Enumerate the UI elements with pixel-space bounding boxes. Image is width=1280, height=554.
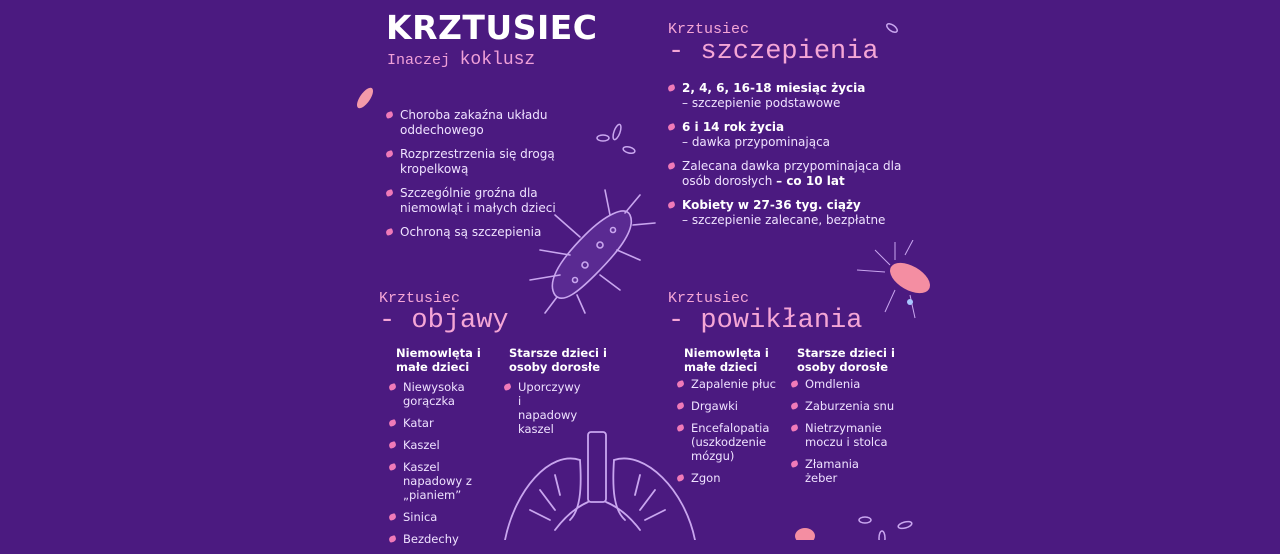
list-item: Kaszel napadowy z „pianiem”: [387, 460, 473, 502]
list-item: Ochroną są szczepienia: [384, 225, 574, 240]
bullet-dot-icon: [388, 513, 397, 521]
list-item: Kaszel: [387, 438, 487, 452]
bullet-dot-icon: [388, 441, 397, 449]
bullet-dot-icon: [385, 228, 394, 236]
bullet-dot-icon: [385, 150, 394, 158]
bullet-dot-icon: [667, 123, 676, 131]
bullet-dot-icon: [790, 402, 799, 410]
list-item: Niewysoka gorączka: [387, 380, 487, 408]
complications-heading: Krztusiec - powikłania: [668, 290, 863, 336]
list-item: Uporczywy i napadowy kaszel: [502, 380, 582, 436]
bullet-dot-icon: [385, 111, 394, 119]
symptoms-heading: Krztusiec - objawy: [379, 290, 509, 336]
list-item: Zalecana dawka przypominająca dla osób dorosłych – co 10 lat: [666, 159, 916, 189]
symptoms-col1-list: [387, 380, 487, 554]
bullet-dot-icon: [667, 84, 676, 92]
lungs-icon: [500, 430, 700, 540]
subtitle-name: koklusz: [459, 50, 536, 70]
bullet-dot-icon: [790, 380, 799, 388]
bullet-dot-icon: [388, 383, 397, 391]
list-item: Choroba zakaźna układu oddechowego: [384, 108, 574, 138]
list-item: 2, 4, 6, 16-18 miesiąc życia – szczepienie podstawowe: [666, 81, 916, 111]
bullet-dot-icon: [388, 463, 397, 471]
list-item: 6 i 14 rok życia – dawka przypominająca: [666, 120, 916, 150]
bacterium-icon: [350, 80, 380, 115]
complications-col2-list: [789, 377, 899, 493]
complications-col2-header: Starsze dzieci i osoby dorosłe: [797, 346, 895, 374]
vaccination-heading: Krztusiec - szczepienia: [668, 21, 879, 67]
list-item: Rozprzestrzenia się drogą kropelkową: [384, 147, 574, 177]
symptoms-col1-header: Niemowlęta i małe dzieci: [396, 346, 481, 374]
list-item: Encefalopatia (uszkodzenie mózgu): [675, 421, 780, 463]
list-item: Złamania żeber: [789, 457, 875, 485]
list-item: Sinica: [387, 510, 487, 524]
list-item: Zgon: [675, 471, 780, 485]
bullet-dot-icon: [388, 535, 397, 543]
list-item: Zapalenie płuc: [675, 377, 780, 391]
vaccination-list: [666, 81, 916, 237]
bacterium-icon: [850, 510, 950, 540]
bullet-dot-icon: [503, 383, 512, 391]
bacterium-icon: [880, 18, 905, 38]
bacterium-icon: [525, 185, 660, 315]
bullet-dot-icon: [667, 201, 676, 209]
list-item: Zaburzenia snu: [789, 399, 899, 413]
list-item: Szczególnie groźna dla niemowląt i małych dzieci: [384, 186, 574, 216]
list-item: Drgawki: [675, 399, 780, 413]
page-title: KRZTUSIEC: [386, 8, 598, 47]
bullet-dot-icon: [676, 402, 685, 410]
subtitle-prefix: Inaczej: [387, 52, 451, 69]
bacterium-icon: [785, 512, 825, 540]
list-item: Katar: [387, 416, 487, 430]
bullet-dot-icon: [790, 460, 799, 468]
bullet-dot-icon: [388, 419, 397, 427]
bacterium-icon: [595, 120, 640, 160]
list-item: Bezdechy: [387, 532, 487, 546]
list-item: Nietrzymanie moczu i stolca: [789, 421, 895, 449]
bullet-dot-icon: [676, 380, 685, 388]
bullet-dot-icon: [790, 424, 799, 432]
list-item: Omdlenia: [789, 377, 899, 391]
complications-col1-header: Niemowlęta i małe dzieci: [684, 346, 769, 374]
bacterium-icon: [855, 240, 930, 320]
bullet-dot-icon: [385, 189, 394, 197]
symptoms-col2-header: Starsze dzieci i osoby dorosłe: [509, 346, 607, 374]
subtitle: [387, 50, 535, 70]
bullet-dot-icon: [667, 162, 676, 170]
list-item: Kobiety w 27-36 tyg. ciąży – szczepienie zalecane, bezpłatne: [666, 198, 916, 228]
